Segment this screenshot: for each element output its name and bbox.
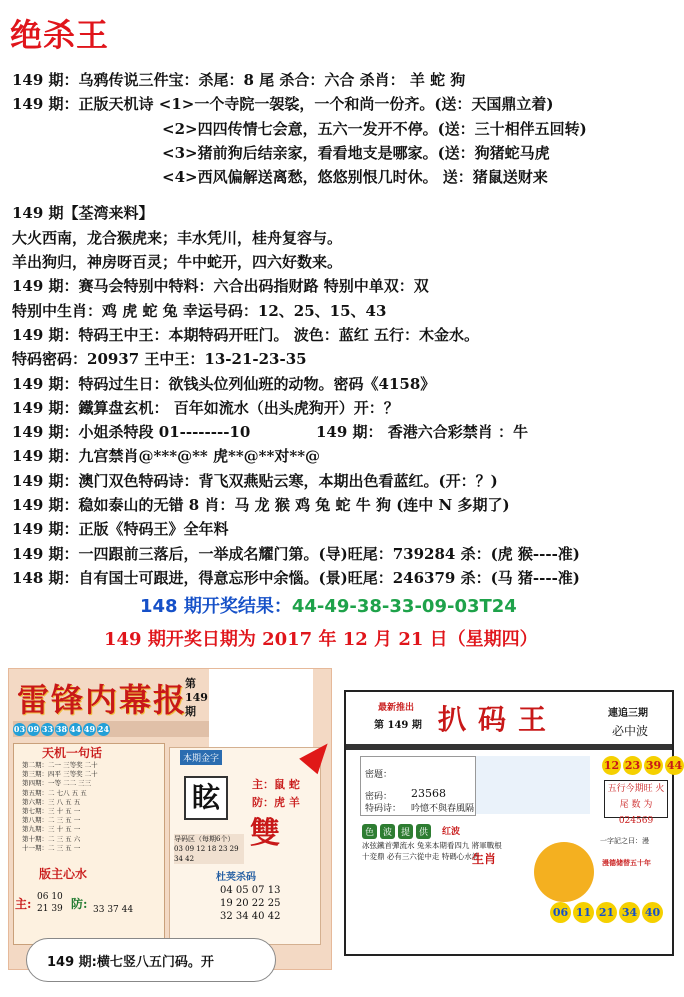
tianji-row: 第六期：三 八 五 五 xyxy=(22,797,81,806)
poem-text: 吟憶不與春風隔 xyxy=(411,804,475,814)
tip-line: <3>猪前狗后结亲家，看看地支是哪家。(送：狗猪蛇马虎 xyxy=(162,143,550,162)
number-ball: 33 xyxy=(41,723,54,734)
divider xyxy=(346,744,672,750)
yellow-ball: 12 xyxy=(602,756,621,775)
tianji-row: 第五期：二 七八 五 五 xyxy=(22,788,87,797)
blank-area xyxy=(209,669,313,747)
tianji-box xyxy=(13,743,165,945)
yd-box xyxy=(174,834,244,864)
tip-line xyxy=(12,420,672,444)
tianji-row: 第二期：二一 三等奖 二十 xyxy=(22,761,98,769)
zhu-xiao: 主：鼠 蛇 xyxy=(252,778,300,791)
yellow-ball: 44 xyxy=(665,756,684,775)
tip-line: <2>四四传情七会意，五六一发开不停。(送：三十相伴五回转) xyxy=(162,119,587,138)
zhu-numbers: 06 10 21 39 xyxy=(37,892,63,914)
tip-segment: 149 期： 香港六合彩禁肖 ：牛 xyxy=(316,423,528,442)
yellow-balls xyxy=(602,756,684,775)
cloud-text: 149 期:横七竖八五门码。开 xyxy=(47,955,214,970)
bottom-ball: 11 xyxy=(573,902,594,923)
bottom-ball: 21 xyxy=(596,902,617,923)
tianji-row: 十一期：二 三 五 一 xyxy=(22,843,81,852)
sha-numbers xyxy=(220,884,280,923)
result-numbers: 44-49-38-33-09-03T24 xyxy=(291,596,517,617)
yd-title: 导码区（每期6个） xyxy=(174,835,235,843)
tianji-row: 第十期：二 三 五 六 xyxy=(22,834,81,843)
page-title: 绝杀王 xyxy=(10,16,110,54)
tip-line: 149 期：特码王中王：本期特码开旺门。 波色：蓝红 五行：木金水。 xyxy=(12,325,479,344)
one-word-label: 一字記之曰：漫 xyxy=(600,837,649,845)
tip-line: 149 期：澳门双色特码诗：背飞双燕贴云寒，本期出色看蓝红。(开：？) xyxy=(12,471,498,490)
zhu-fang-xiao xyxy=(252,776,300,812)
tip-line: 149 期：正版《特码王》全年料 xyxy=(12,520,229,539)
mima-box xyxy=(360,756,476,816)
tip-line: 大火西南，龙合猴虎来；丰水凭川，桂舟复容与。 xyxy=(12,228,343,247)
color-tag: 提 xyxy=(398,824,413,839)
sha-row: 04 05 07 13 xyxy=(220,885,281,896)
right-issue: 第 149 期 xyxy=(374,720,422,731)
yellow-ball: 39 xyxy=(644,756,663,775)
fang-xiao: 防：虎 羊 xyxy=(252,796,300,809)
shengxiao-label: 生肖 xyxy=(472,852,497,866)
xinshui-title: 版主心水 xyxy=(39,867,88,881)
tip-line: 149 期：九宫禁肖@***@** 虎**@**对**@ xyxy=(12,447,321,466)
color-tags xyxy=(362,824,431,839)
sub-slogan: 漫德储替五十年 xyxy=(602,858,651,867)
rooster-image xyxy=(534,842,594,902)
yd-numbers: 03 09 12 18 23 29 34 42 xyxy=(174,845,239,863)
tip-line: 149 期：一四跟前三落后，一举成名耀门第。(导)旺尾：739284 杀：(虎 猴----准) xyxy=(12,544,580,563)
tip-line: 149 期【荃湾来料】 xyxy=(12,204,154,223)
tip-line: 149 期：稳如泰山的无错 8 肖：马 龙 猴 鸡 兔 蛇 牛 狗 (连中 N 多期了) xyxy=(12,496,510,515)
illustration-image xyxy=(476,756,590,814)
bottom-ball: 34 xyxy=(619,902,640,923)
bottom-ball: 06 xyxy=(550,902,571,923)
tianji-row: 第七期：三 十 五 一 xyxy=(22,807,81,816)
tip-line: 149 期：乌鸦传说三件宝：杀尾：8 尾 杀合：六合 杀肖： 羊 蛇 狗 xyxy=(12,71,466,89)
tip-line: 羊出狗归，神房呀百灵；牛中蛇开，四六好数来。 xyxy=(12,253,343,272)
color-tag: 波 xyxy=(380,824,395,839)
poem-columns: 冰弦鐵首彈流水 兔来本期看四九 將軍戰根十変鼎 必有三六從中走 特碼心水詩 xyxy=(362,841,502,861)
tianji-row: 第八期：二 三 五 一 xyxy=(22,816,81,825)
number-ball: 49 xyxy=(83,723,96,734)
number-ball: 38 xyxy=(55,723,68,734)
sha-row: 19 20 22 25 xyxy=(220,898,281,909)
hot-wave: 红波 xyxy=(442,827,461,837)
tianji-row: 第四期：一等 二二 三三 xyxy=(22,779,92,788)
right-title: 扒码王 xyxy=(438,703,559,736)
right-newspaper-panel xyxy=(344,690,683,956)
bottom-balls xyxy=(550,902,663,923)
number-ball: 03 xyxy=(13,723,26,734)
tip-line: 149 期：赛马会特别中特料：六合出码指财路 特别中单双：双 xyxy=(12,277,429,296)
shuang-char: 雙 xyxy=(250,816,280,851)
result-line xyxy=(140,592,517,618)
tip-line: 特别中生肖：鸡 虎 蛇 兔 幸运号码：12、25、15、43 xyxy=(12,301,387,320)
left-panel-issue: 第149期 xyxy=(185,677,208,718)
number-ball: 24 xyxy=(97,723,110,734)
draw-date: 149 期开奖日期为 2017 年 12 月 21 日（星期四） xyxy=(104,629,538,650)
fang-numbers: 33 37 44 xyxy=(93,905,134,915)
tip-line: <4>西风偏解送离愁，悠悠别恨几时休。 送：猪鼠送财来 xyxy=(162,168,548,187)
left-panel-title: 雷锋内幕报 xyxy=(17,681,188,719)
number-ball: 44 xyxy=(69,723,82,734)
tip-line: 149 期：正版天机诗 <1>一个寺院一袈裟，一个和尚一份齐。(送：天国鼎立着) xyxy=(12,95,554,114)
left-newspaper-panel xyxy=(8,668,332,970)
mid-tag: 本期金字 xyxy=(180,750,222,765)
hanzi-box: 眩 xyxy=(184,776,228,820)
wuxing-line: 五行今期旺 火 xyxy=(607,784,665,794)
sha-row: 32 34 40 42 xyxy=(220,911,281,922)
poem-label: 特码诗： xyxy=(365,804,402,814)
left-balls xyxy=(13,721,209,737)
three-periods: 連追三期 xyxy=(608,708,648,719)
tip-line: 149 期：鐵算盘玄机： 百年如流水（出头虎狗开）开：？ xyxy=(12,398,399,417)
bizhong-bo: 必中波 xyxy=(612,724,649,738)
tip-line: 特码密码：20937 王中王：13-21-23-35 xyxy=(12,350,307,369)
tip-lines xyxy=(12,68,672,590)
sha-title: 杜荚杀码 xyxy=(216,872,256,883)
mima-label: 密码： xyxy=(365,792,393,802)
yellow-ball: 23 xyxy=(623,756,642,775)
wuxing-box xyxy=(604,780,668,826)
weishu-line: 尾 数 为 024569 xyxy=(618,800,654,826)
color-tag: 供 xyxy=(416,824,431,839)
color-tag: 色 xyxy=(362,824,377,839)
cloud-bubble xyxy=(26,938,276,982)
tianji-row: 第九期：三 十 五 一 xyxy=(22,825,81,834)
zhu-label: 主: xyxy=(15,897,32,911)
tip-segment: 149 期：小姐杀特段 01--------10 xyxy=(12,423,251,442)
mid-box xyxy=(169,747,321,945)
tianji-heading: 天机一句话 xyxy=(42,746,103,760)
fang-label: 防: xyxy=(71,897,88,911)
number-ball: 09 xyxy=(27,723,40,734)
tip-line: 149 期：特码过生日：欲钱头位列仙班的动物。密码《4158》 xyxy=(12,374,436,393)
result-label: 148 期开奖结果： xyxy=(140,596,292,617)
bottom-ball: 40 xyxy=(642,902,663,923)
mima-number: 23568 xyxy=(411,787,446,800)
tianji-row: 第三期：四平 三等奖 二十 xyxy=(22,770,98,779)
tip-line: 148 期：自有国士可跟进，得意忘形中余惱。(景)旺尾：246379 杀：(马 猪----准) xyxy=(12,568,580,587)
mima-title: 密题： xyxy=(365,770,393,780)
new-label: 最新推出 xyxy=(378,703,415,713)
